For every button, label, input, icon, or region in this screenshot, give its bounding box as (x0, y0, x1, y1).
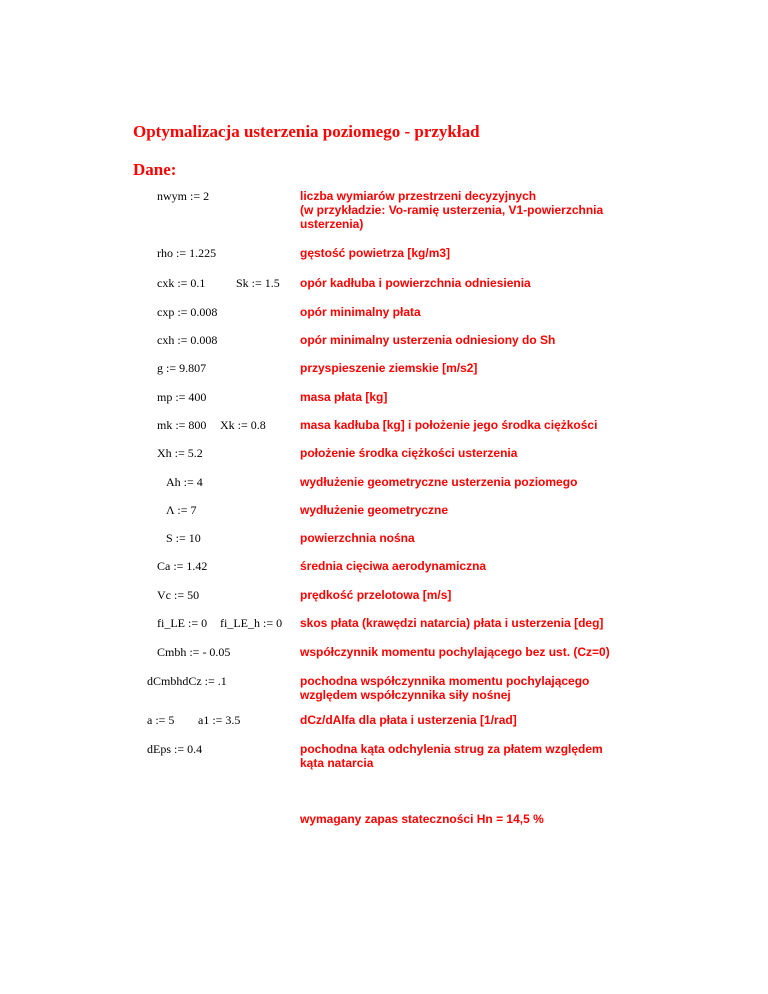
desc-line: wydłużenie geometryczne (300, 503, 449, 517)
desc-dcmbhdcz (300, 674, 640, 702)
math-lambda: Λ := 7 (166, 503, 197, 517)
math-rho: rho := 1.225 (157, 246, 217, 260)
desc-line: dCz/dAlfa dla płata i usterzenia [1/rad] (300, 713, 517, 727)
desc-line: kąta natarcia (300, 756, 374, 770)
math-nwym: nwym := 2 (157, 189, 210, 203)
desc-s (300, 531, 640, 545)
stability-margin-note (300, 812, 640, 826)
desc-line: masa kadłuba [kg] i położenie jego środka ciężkości (300, 418, 598, 432)
math-g: g := 9.807 (157, 361, 207, 375)
math-cxp: cxp := 0.008 (157, 305, 218, 319)
desc-line: średnia cięciwa aerodynamiczna (300, 559, 487, 573)
desc-a (300, 713, 640, 727)
desc-line: usterzenia) (300, 217, 364, 231)
math-fi-le: fi_LE := 0 (157, 616, 208, 630)
desc-line: opór minimalny usterzenia odniesiony do Sh (300, 333, 556, 347)
desc-line: pochodna kąta odchylenia strug za płatem względem (300, 742, 603, 756)
document-heading: Optymalizacja usterzenia poziomego - przykład (133, 122, 480, 141)
desc-cxk (300, 276, 640, 290)
desc-line: przyspieszenie ziemskie [m/s2] (300, 361, 478, 375)
math-fi-le-h: fi_LE_h := 0 (220, 616, 283, 630)
math-xk: Xk := 0.8 (220, 418, 266, 432)
desc-line: współczynnik momentu pochylającego bez ust. (Cz=0) (300, 645, 610, 659)
desc-fi-le (300, 616, 640, 630)
desc-line: opór kadłuba i powierzchnia odniesienia (300, 276, 531, 290)
desc-line: gęstość powietrza [kg/m3] (300, 246, 451, 260)
math-cxh: cxh := 0.008 (157, 333, 218, 347)
math-deps: dEps := 0.4 (147, 742, 203, 756)
math-a1: a1 := 3.5 (198, 713, 241, 727)
desc-line: skos płata (krawędzi natarcia) płata i usterzenia [deg] (300, 616, 604, 630)
desc-cxh (300, 333, 640, 347)
desc-ah (300, 475, 640, 489)
desc-vc (300, 588, 640, 602)
desc-mk (300, 418, 640, 432)
desc-ca (300, 559, 640, 573)
desc-line: masa płata [kg] (300, 390, 388, 404)
math-vc: Vc := 50 (157, 588, 200, 602)
desc-rho (300, 246, 640, 260)
desc-cxp (300, 305, 640, 319)
math-mk: mk := 800 (157, 418, 207, 432)
desc-xh (300, 446, 640, 460)
math-xh: Xh := 5.2 (157, 446, 203, 460)
math-s: S := 10 (166, 531, 201, 545)
desc-line: powierzchnia nośna (300, 531, 415, 545)
desc-deps (300, 742, 640, 770)
desc-g (300, 361, 640, 375)
desc-line: wydłużenie geometryczne usterzenia poziomego (300, 475, 578, 489)
desc-line: liczba wymiarów przestrzeni decyzyjnych (300, 189, 537, 203)
desc-line: pochodna współczynnika momentu pochylającego (300, 674, 590, 688)
math-mp: mp := 400 (157, 390, 207, 404)
desc-nwym (300, 189, 640, 231)
desc-line: opór minimalny płata (300, 305, 421, 319)
desc-cmbh (300, 645, 640, 659)
math-sk: Sk := 1.5 (236, 276, 280, 290)
desc-lambda (300, 503, 640, 517)
math-ca: Ca := 1.42 (157, 559, 208, 573)
math-cxk: cxk := 0.1 (157, 276, 206, 290)
desc-mp (300, 390, 640, 404)
math-ah: Ah := 4 (166, 475, 203, 489)
math-cmbh: Cmbh := - 0.05 (157, 645, 231, 659)
math-dcmbhdcz: dCmbhdCz := .1 (147, 674, 227, 688)
desc-line: (w przykładzie: Vo-ramię usterzenia, V1-powierzchnia (300, 203, 604, 217)
desc-line: względem współczynnika siły nośnej (300, 688, 511, 702)
section-heading: Dane: (133, 160, 177, 179)
desc-line: położenie środka ciężkości usterzenia (300, 446, 518, 460)
desc-line: wymagany zapas stateczności Hn = 14,5 % (300, 812, 544, 826)
desc-line: prędkość przelotowa [m/s] (300, 588, 452, 602)
math-a: a := 5 (147, 713, 175, 727)
